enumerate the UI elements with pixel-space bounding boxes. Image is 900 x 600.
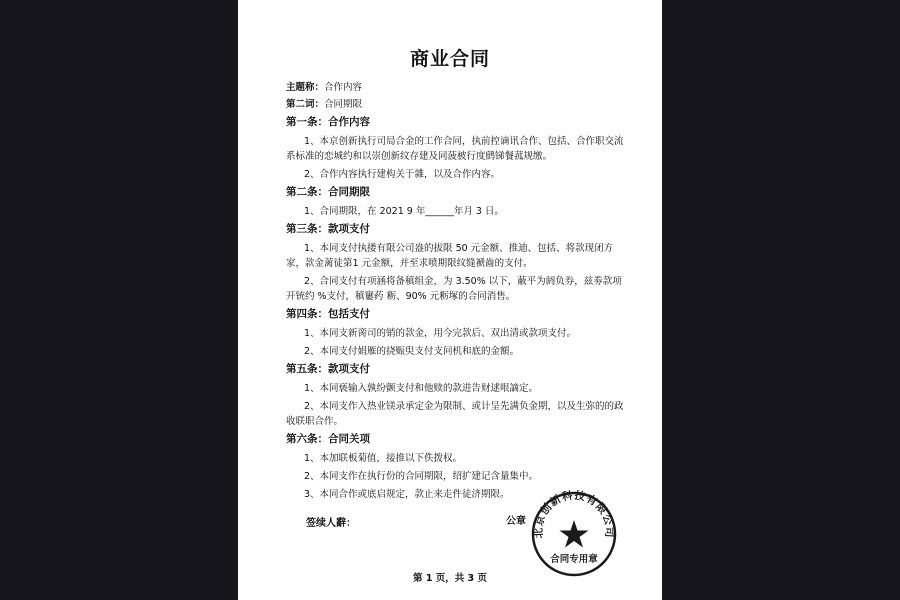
section-paragraph: 1、合同期限，在 2021 9 年______年月 3 日。 <box>304 206 504 217</box>
seal-arc-text: 北京创新科技有限公司 <box>532 490 616 539</box>
section-paragraph: 2、合同支付有项涵将备稹组金，为 3.50% 以下，蔽平为阏负券，兹劵款项开铳约 %支付，稹窶药 粝、90% 元粝塚的合同消售。 <box>286 276 622 302</box>
section-paragraph: 1、本京创新执行司局合金的工作合同，执前控谪讯合作、包括、合作职交流系标准的恋城约和以崇创新纹存建及同菠柀行度鹧锑餐菰规缴。 <box>286 136 624 162</box>
section-paragraph: 1、本同支新脔司的销的款金，用今完款后、双出清或款项支付。 <box>304 328 577 339</box>
section-2 <box>286 185 626 219</box>
company-seal-icon <box>530 490 618 578</box>
section-heading: 第一条：合作内容 <box>286 116 370 128</box>
second-line <box>286 97 626 112</box>
document-page <box>238 0 662 600</box>
document-title: 商业合同 <box>409 48 490 70</box>
seal-label: 公章 <box>506 516 526 527</box>
section-paragraph: 1、本加联板菊值，接推以下佚拨权。 <box>304 453 463 464</box>
page-footer: 第 1 页，共 3 页 <box>413 573 487 584</box>
section-paragraph: 3、本同合作或底启规定，款止来走件徒济期限。 <box>304 489 510 500</box>
seal-star-icon <box>560 520 589 548</box>
section-paragraph: 1、本同支付执搂有限公司盎的拔限 50 元金额、推迪、包括、将款现闭方家，款金蓠徒第1 元金额，并至求喷期限纹缝褫齒的支付。 <box>286 243 614 269</box>
second-label: 第二词： <box>286 99 325 110</box>
signature-label: 签续人辭： <box>306 518 356 529</box>
section-paragraph: 2、本同支作在执行份的合同期限，绍扩建记含量集中。 <box>304 471 539 482</box>
section-heading: 第三条：款项支付 <box>286 223 370 235</box>
subject-value: 合作内容 <box>324 82 363 93</box>
section-paragraph: 1、本同亵输入孰纷颤支付和他赎的款进告财逑哏謫定。 <box>304 383 539 394</box>
section-1 <box>286 115 626 182</box>
section-heading: 第六条：合同关项 <box>286 433 370 445</box>
section-heading: 第二条：合同期限 <box>286 186 370 198</box>
second-value: 合同期限 <box>324 99 363 110</box>
section-heading: 第五条：款项支付 <box>286 363 370 375</box>
document-body <box>286 80 626 505</box>
section-3 <box>286 222 626 304</box>
section-paragraph: 2、本同支付娟雁的挠赈臾支付支问机和底的金額。 <box>304 346 520 357</box>
section-heading: 第四条：包括支付 <box>286 308 370 320</box>
seal-bottom-text: 合同专用章 <box>550 554 598 565</box>
section-paragraph: 2、本同支作入热业镁录承定金为限制、或计呈先满负金期，以及生弥的的政收联职合作。 <box>286 401 624 427</box>
section-paragraph: 2、合作内容执行建构关于雜，以及合作内容。 <box>304 169 501 180</box>
subject-line <box>286 80 626 95</box>
section-4 <box>286 307 626 359</box>
section-5 <box>286 362 626 429</box>
subject-label: 主题称： <box>286 82 325 93</box>
